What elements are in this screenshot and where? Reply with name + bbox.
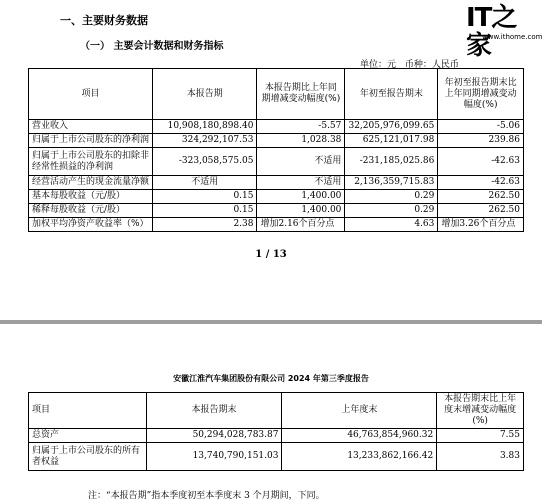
row-label: 总资产 (29, 429, 147, 443)
cell-value: 7.55 (437, 429, 524, 443)
table-row (29, 190, 524, 204)
cell-value: 增加2.16个百分点 (257, 218, 345, 232)
cell-value: 0.29 (345, 204, 438, 218)
cell-value: 262.50 (438, 190, 524, 204)
table-row (29, 120, 524, 134)
row-label: 稀释每股收益（元/股） (29, 204, 153, 218)
cell-value: 262.50 (438, 204, 524, 218)
table-header-row (29, 393, 524, 429)
cell-value: 4.63 (345, 218, 438, 232)
header-cell: 本报告期 (153, 69, 257, 120)
cell-value: 增加3.26个百分点 (438, 218, 524, 232)
cell-value: 不适用 (257, 148, 345, 176)
cell-value: 13,233,862,166.42 (282, 443, 437, 471)
row-label: 加权平均净资产收益率（%） (29, 218, 153, 232)
report-title: 安徽江淮汽车集团股份有限公司 2024 年第三季度报告 (173, 374, 369, 383)
table-row (29, 148, 524, 176)
cell-value: -5.06 (438, 120, 524, 134)
table-row (29, 204, 524, 218)
table-row (29, 429, 524, 443)
header-cell: 上年度末 (282, 393, 437, 429)
cell-value: 46,763,854,960.32 (282, 429, 437, 443)
cell-value: 0.15 (153, 190, 257, 204)
row-label: 营业收入 (29, 120, 153, 134)
cell-value: 10,908,180,898.40 (153, 120, 257, 134)
cell-value: 1,400.00 (257, 190, 345, 204)
table-header-row (29, 69, 524, 120)
cell-value: 0.29 (345, 190, 438, 204)
table-row (29, 218, 524, 232)
financial-data-table (28, 68, 524, 232)
cell-value: 不适用 (153, 176, 257, 190)
cell-value: 625,121,017.98 (345, 134, 438, 148)
footnote: 注：“本报告期”指本季度初至本季度末 3 个月期间，下同。 (88, 491, 325, 501)
cell-value: 324,292,107.53 (153, 134, 257, 148)
currency-label: 币种：人民币 (404, 60, 459, 70)
cell-value: 1,400.00 (257, 204, 345, 218)
cell-value: -323,058,575.05 (153, 148, 257, 176)
cell-value: -42.63 (438, 176, 524, 190)
cell-value: 1,028.38 (257, 134, 345, 148)
cell-value: 0.15 (153, 204, 257, 218)
row-label: 经营活动产生的现金流量净额 (29, 176, 153, 190)
cell-value: 50,294,028,783.87 (146, 429, 282, 443)
cell-value: 239.86 (438, 134, 524, 148)
table-row (29, 134, 524, 148)
header-cell: 项目 (29, 69, 153, 120)
header-cell: 本报告期末 (146, 393, 282, 429)
table-row (29, 176, 524, 190)
cell-value: 不适用 (257, 176, 345, 190)
section-title: 一、主要财务数据 (60, 14, 148, 27)
cell-value: 3.83 (437, 443, 524, 471)
row-label: 归属于上市公司股东的所有者权益 (29, 443, 147, 471)
cell-value: 32,205,976,099.65 (345, 120, 438, 134)
cell-value: 2,136,359,715.83 (345, 176, 438, 190)
row-label: 归属于上市公司股东的扣除非经常性损益的净利润 (29, 148, 153, 176)
subsection-title: （一） 主要会计数据和财务指标 (80, 41, 224, 52)
table-row (29, 443, 524, 471)
cell-value: -231,185,025.86 (345, 148, 438, 176)
cell-value: -5.57 (257, 120, 345, 134)
cell-value: -42.63 (438, 148, 524, 176)
logo-mark: IT之家 (466, 3, 517, 61)
unit-label: 单位：元 (360, 60, 397, 70)
page-divider (0, 320, 542, 324)
balance-data-table (28, 392, 524, 471)
header-cell: 项目 (29, 393, 147, 429)
header-cell: 年初至报告期末比上年同期增减变动幅度(%) (438, 69, 524, 120)
header-cell: 本报告期末比上年度末增减变动幅度(%) (437, 393, 524, 429)
cell-value: 2.38 (153, 218, 257, 232)
row-label: 基本每股收益（元/股） (29, 190, 153, 204)
row-label: 归属于上市公司股东的净利润 (29, 134, 153, 148)
header-cell: 年初至报告期末 (345, 69, 438, 120)
page-number: 1 / 13 (255, 249, 287, 260)
logo-url: www.ithome.com (482, 33, 542, 41)
header-cell: 本报告期比上年同期增减变动幅度(%) (257, 69, 345, 120)
cell-value: 13,740,790,151.03 (146, 443, 282, 471)
ithome-logo (466, 3, 542, 61)
